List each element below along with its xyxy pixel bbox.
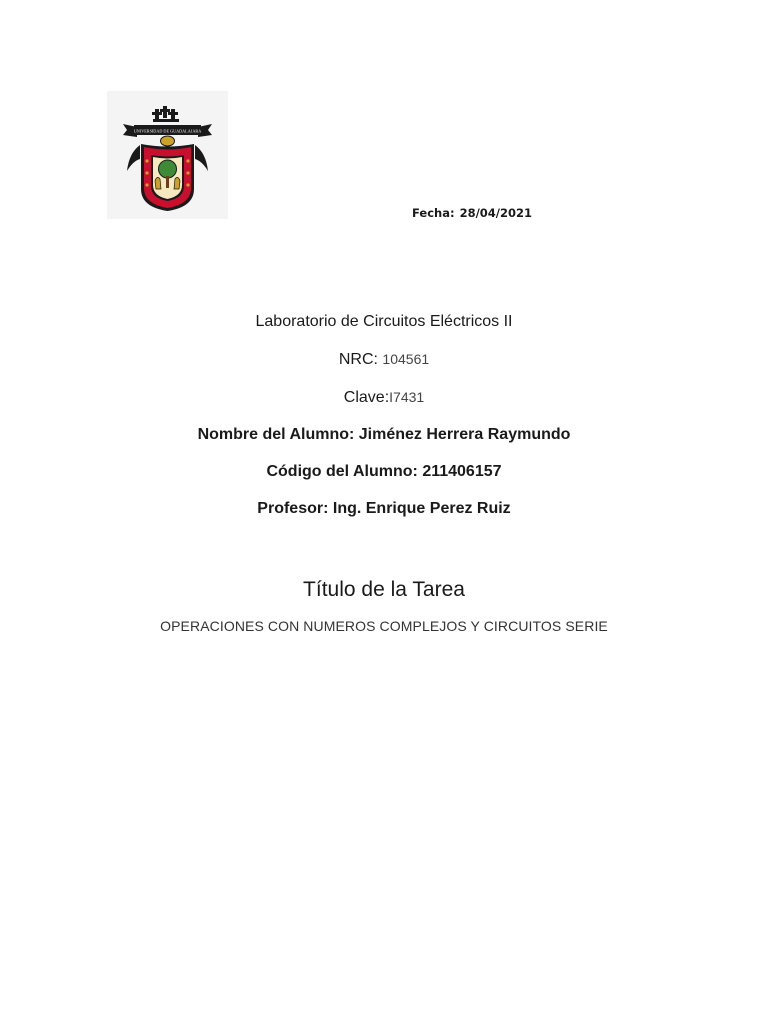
student-name-label: Nombre del Alumno: <box>197 426 355 443</box>
date-label: Fecha: <box>412 206 455 220</box>
nrc-value: 104561 <box>382 351 430 367</box>
crest-banner <box>123 124 212 137</box>
clave-value: I7431 <box>389 389 425 405</box>
student-code-line <box>0 463 768 481</box>
student-code-value: 211406157 <box>422 463 502 480</box>
crest-crown <box>152 106 179 122</box>
nrc-line <box>0 351 768 369</box>
assignment-title: Título de la Tarea <box>303 578 465 601</box>
crest-icon <box>107 91 228 219</box>
student-code-label: Código del Alumno: <box>266 463 418 480</box>
professor-line <box>0 500 768 518</box>
professor-label: Profesor: <box>257 500 329 517</box>
course-name: Laboratorio de Circuitos Eléctricos II <box>255 313 513 330</box>
clave-label: Clave: <box>343 389 390 406</box>
student-name-value: Jiménez Herrera Raymundo <box>358 426 571 443</box>
professor-value: Ing. Enrique Perez Ruiz <box>332 500 511 517</box>
nrc-label: NRC: <box>338 351 378 368</box>
student-name-line <box>0 426 768 444</box>
assignment-subtitle: OPERACIONES CON NUMEROS COMPLEJOS Y CIRCUITOS SERIE <box>160 618 608 634</box>
date-line <box>412 206 532 220</box>
crest-shield <box>141 144 194 211</box>
clave-line <box>0 389 768 407</box>
date-value: 28/04/2021 <box>459 206 532 220</box>
banner-text: UNIVERSIDAD DE GUADALAJARA <box>133 128 202 134</box>
university-logo <box>107 91 228 219</box>
